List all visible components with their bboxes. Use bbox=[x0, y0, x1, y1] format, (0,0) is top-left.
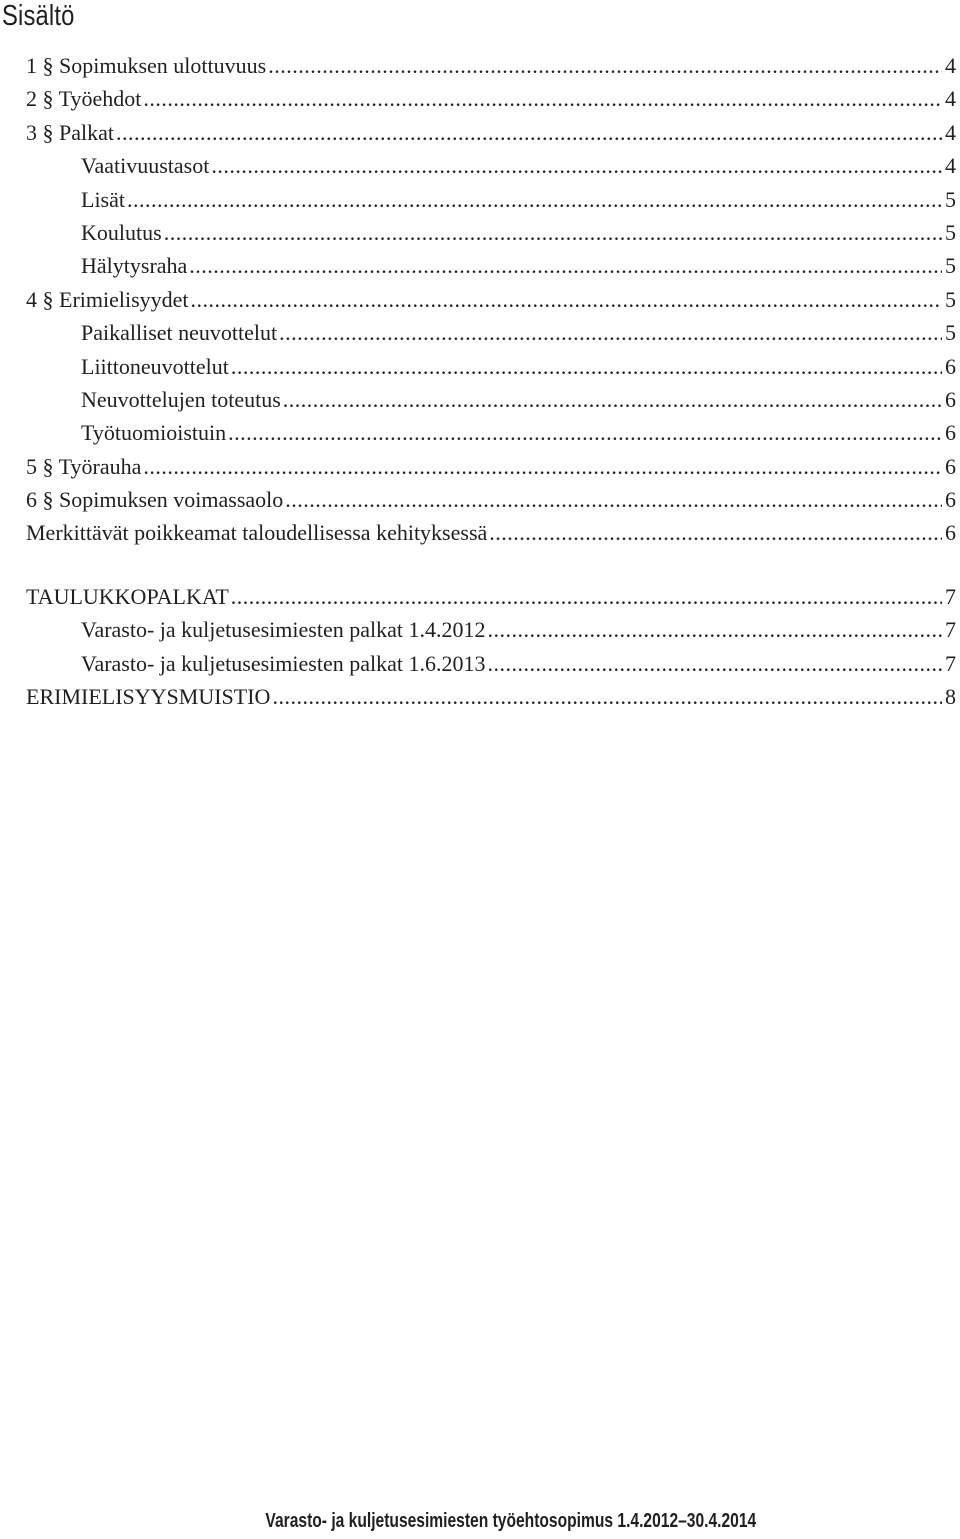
toc-entry-page: 8 bbox=[945, 684, 956, 710]
toc-entry-vaativuustasot[interactable] bbox=[26, 149, 956, 182]
table-of-contents bbox=[26, 49, 956, 713]
dot-leader bbox=[285, 483, 942, 516]
toc-entry-page: 6 bbox=[945, 420, 956, 446]
toc-entry-label: Paikalliset neuvottelut bbox=[81, 320, 278, 346]
toc-entry-label: 1 § Sopimuksen ulottuvuus bbox=[26, 53, 267, 78]
dot-leader bbox=[189, 249, 942, 282]
toc-entry-koulutus[interactable] bbox=[26, 216, 956, 249]
dot-leader bbox=[279, 316, 942, 349]
toc-entry-page: 6 bbox=[945, 353, 956, 379]
toc-entry-palkat[interactable] bbox=[26, 116, 956, 149]
dot-leader bbox=[489, 516, 942, 549]
toc-entry-tyotuomioistuin[interactable] bbox=[26, 416, 956, 449]
dot-leader bbox=[272, 680, 942, 713]
toc-entry-palkat-2013[interactable] bbox=[26, 647, 956, 680]
toc-entry-page: 7 bbox=[945, 650, 956, 676]
dot-leader bbox=[228, 416, 942, 449]
toc-entry-label: 6 § Sopimuksen voimassaolo bbox=[26, 487, 284, 513]
toc-entry-neuvottelujen-toteutus[interactable] bbox=[26, 383, 956, 416]
toc-entry-label: Neuvottelujen toteutus bbox=[81, 386, 281, 412]
toc-entry-label: 2 § Työehdot bbox=[26, 86, 142, 112]
toc-entry-label: ERIMIELISYYSMUISTIO bbox=[26, 684, 271, 710]
toc-entry-label: 3 § Palkat bbox=[26, 119, 114, 145]
toc-entry-label: Hälytysraha bbox=[81, 253, 188, 279]
toc-entry-label: Lisät bbox=[81, 186, 125, 212]
toc-entry-page: 6 bbox=[945, 487, 956, 513]
toc-entry-label: 5 § Työrauha bbox=[26, 453, 142, 479]
dot-leader bbox=[143, 82, 942, 115]
dot-leader bbox=[487, 613, 942, 646]
dot-leader bbox=[143, 450, 942, 483]
toc-entry-page: 5 bbox=[945, 286, 956, 312]
toc-entry-page: 4 bbox=[945, 153, 956, 179]
dot-leader bbox=[164, 216, 942, 249]
page-title: Sisältö bbox=[2, 0, 75, 32]
toc-entry-page: 7 bbox=[945, 617, 956, 643]
toc-entry-lisat[interactable] bbox=[26, 183, 956, 216]
dot-leader bbox=[116, 116, 942, 149]
toc-entry-label: Vaativuustasot bbox=[81, 153, 210, 179]
toc-entry-page: 5 bbox=[945, 320, 956, 346]
toc-entry-page: 4 bbox=[945, 119, 956, 145]
toc-entry-palkat-2012[interactable] bbox=[26, 613, 956, 646]
toc-entry-label: Koulutus bbox=[81, 219, 162, 245]
toc-entry-page: 4 bbox=[945, 86, 956, 112]
dot-leader bbox=[231, 580, 942, 613]
toc-entry-sopimuksen-ulottuvuus[interactable] bbox=[26, 49, 956, 82]
toc-entry-page: 5 bbox=[945, 253, 956, 279]
toc-entry-label: Liittoneuvottelut bbox=[81, 353, 229, 379]
toc-entry-liittoneuvottelut[interactable] bbox=[26, 350, 956, 383]
toc-entry-taulukkopalkat[interactable] bbox=[26, 580, 956, 613]
toc-entry-page: 6 bbox=[945, 386, 956, 412]
toc-entry-erimielisyydet[interactable] bbox=[26, 283, 956, 316]
toc-entry-label: Varasto- ja kuljetusesimiesten palkat 1.6.2013 bbox=[81, 650, 486, 676]
toc-entry-label: Varasto- ja kuljetusesimiesten palkat 1.4.2012 bbox=[81, 617, 486, 643]
toc-entry-label: TAULUKKOPALKAT bbox=[26, 583, 229, 609]
toc-entry-label: Merkittävät poikkeamat taloudellisessa kehityksessä bbox=[26, 520, 488, 546]
dot-leader bbox=[211, 149, 942, 182]
toc-entry-merkittavat-poikkeamat[interactable] bbox=[26, 516, 956, 549]
toc-entry-paikalliset-neuvottelut[interactable] bbox=[26, 316, 956, 349]
toc-entry-tyorauha[interactable] bbox=[26, 450, 956, 483]
toc-entry-page: 5 bbox=[945, 186, 956, 212]
toc-entry-page: 4 bbox=[945, 53, 956, 78]
dot-leader bbox=[127, 183, 942, 216]
dot-leader bbox=[268, 49, 942, 82]
toc-entry-page: 7 bbox=[945, 583, 956, 609]
toc-entry-erimielisyysmuistio[interactable] bbox=[26, 680, 956, 713]
dot-leader bbox=[487, 647, 942, 680]
toc-entry-label: 4 § Erimielisyydet bbox=[26, 286, 189, 312]
toc-entry-page: 5 bbox=[945, 219, 956, 245]
toc-entry-halytysraha[interactable] bbox=[26, 249, 956, 282]
page-footer: Varasto- ja kuljetusesimiesten työehtosopimus 1.4.2012–30.4.2014 bbox=[265, 1510, 756, 1532]
dot-leader bbox=[191, 283, 942, 316]
dot-leader bbox=[231, 350, 942, 383]
toc-entry-tyoehdot[interactable] bbox=[26, 82, 956, 115]
dot-leader bbox=[283, 383, 942, 416]
toc-entry-page: 6 bbox=[945, 520, 956, 546]
toc-entry-page: 6 bbox=[945, 453, 956, 479]
toc-entry-label: Työtuomioistuin bbox=[81, 420, 227, 446]
toc-entry-sopimuksen-voimassaolo[interactable] bbox=[26, 483, 956, 516]
